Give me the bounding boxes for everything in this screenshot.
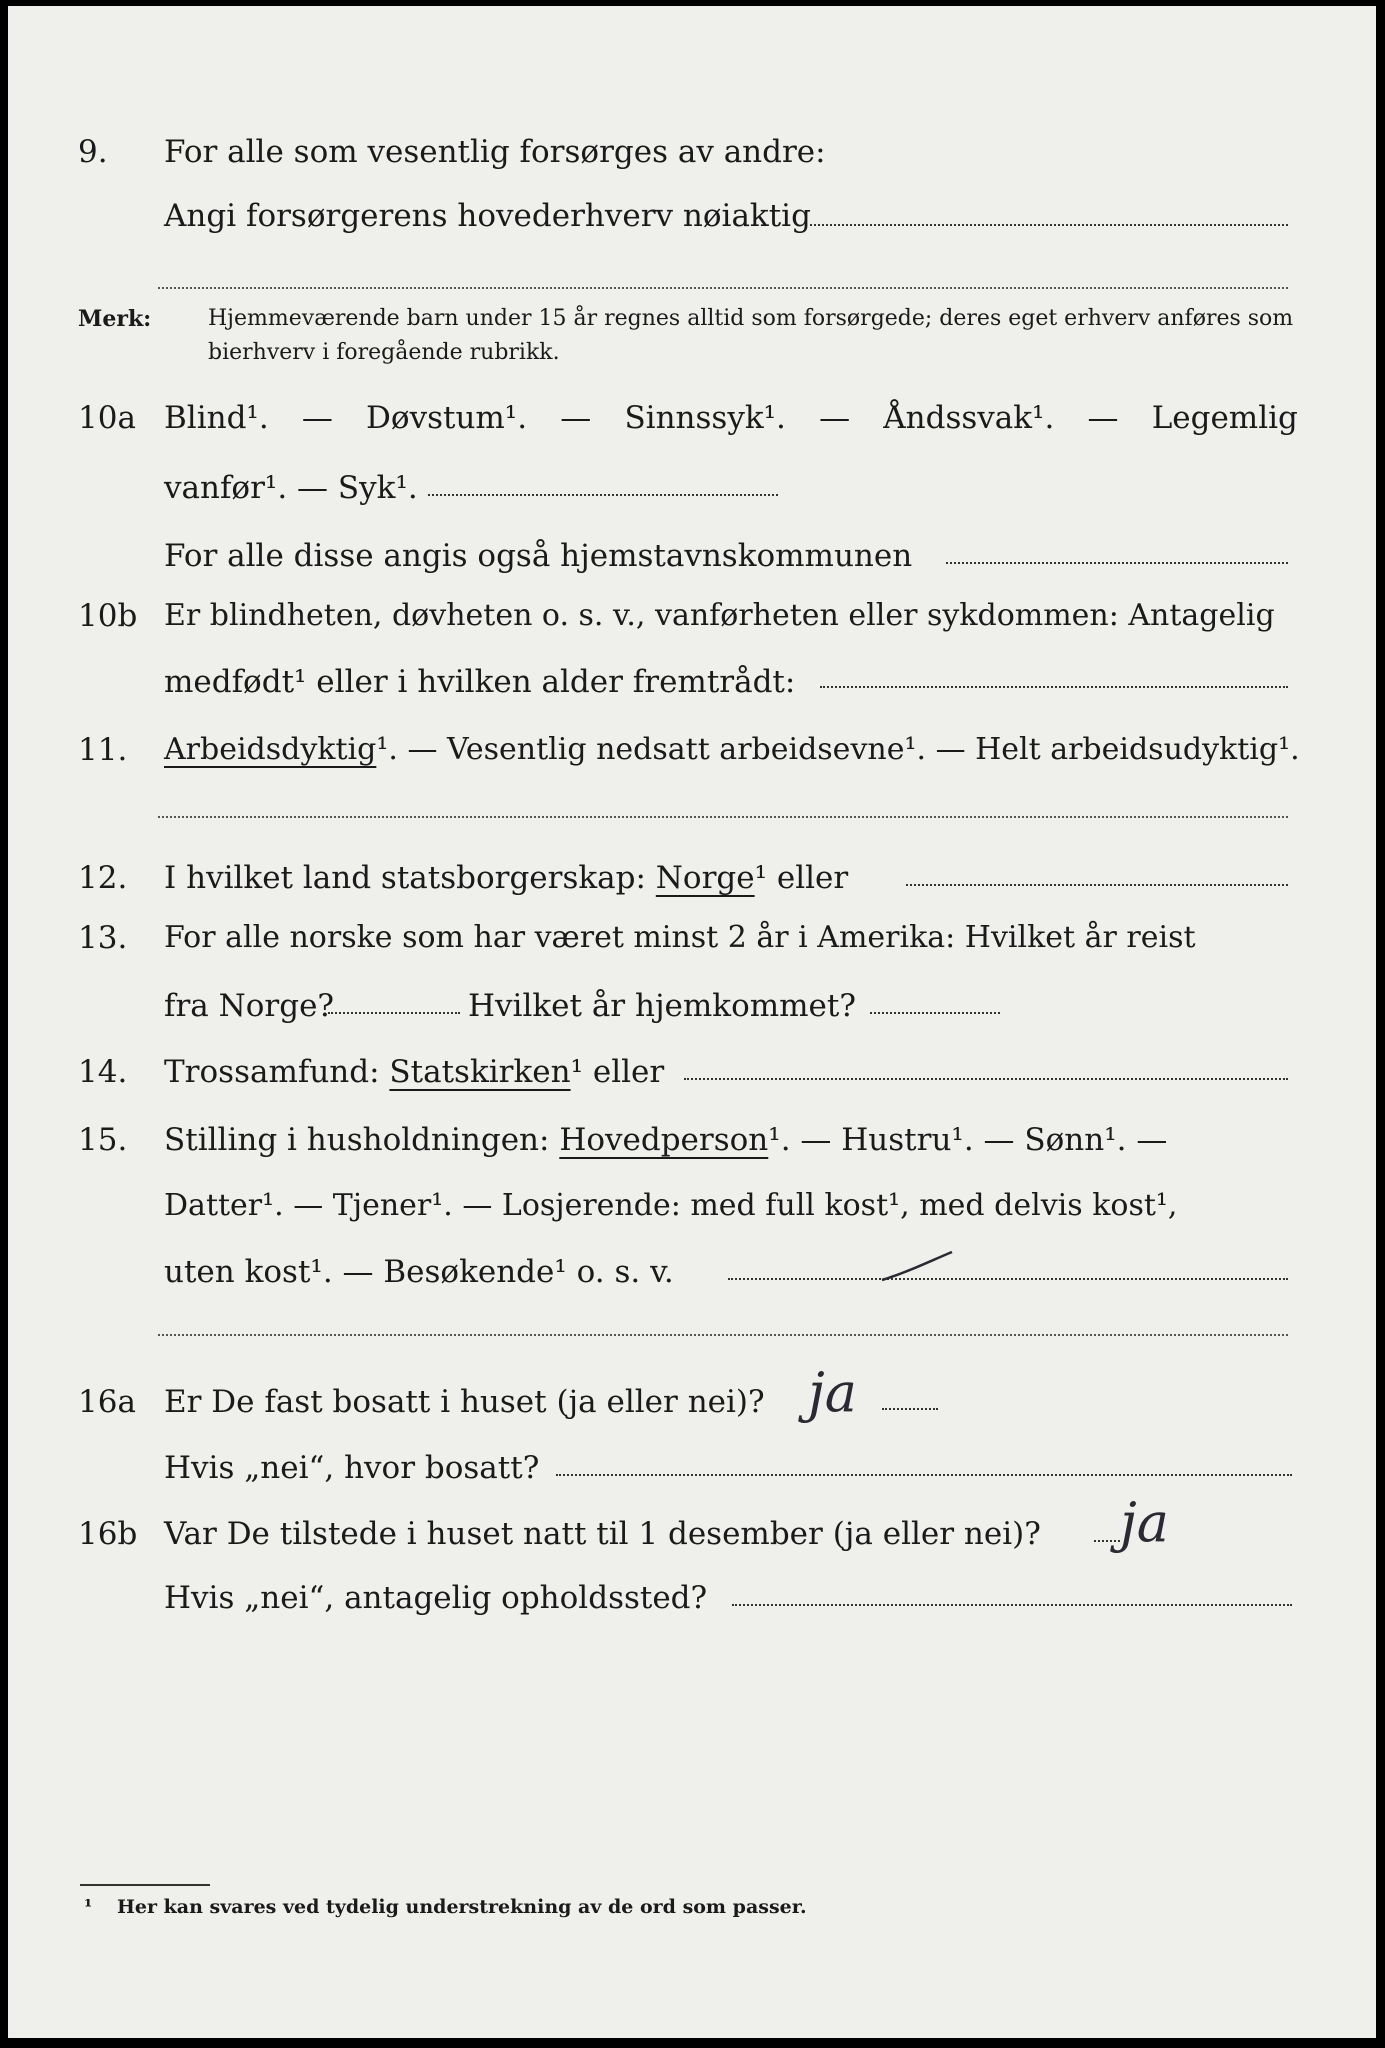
q16a-bosatt-line (556, 1474, 1292, 1476)
q11-number: 11. (78, 732, 128, 768)
q9-answer-line-2 (158, 287, 1288, 289)
q12-selected-norge: Norge (655, 860, 755, 896)
q15-answer-line-2 (158, 1334, 1288, 1336)
q10a-options (164, 398, 1298, 438)
q14-line (78, 1052, 1298, 1092)
q16b-answer-line (1094, 1540, 1120, 1542)
option-dovstum: Døvstum¹. (366, 400, 528, 436)
q14-prompt: Trossamfund: (164, 1054, 390, 1090)
q13-text: For alle norske som har været minst 2 år i Amerika: Hvilket år reist (164, 920, 1196, 955)
q16b-opholdssted-line (732, 1604, 1292, 1606)
q16b-number: 16b (78, 1516, 138, 1552)
q15-prompt: Stilling i husholdningen: (164, 1122, 560, 1158)
q12-answer-line (906, 884, 1288, 886)
q10b-answer-line (820, 686, 1288, 688)
q10b-text: Er blindheten, døvheten o. s. v., vanførheten eller sykdommen: Antagelig (164, 598, 1275, 633)
q13-line2 (78, 986, 1298, 1026)
option-andssvak: Åndssvak¹. (883, 400, 1055, 436)
q10a-line2 (78, 468, 1298, 508)
census-form-page (8, 6, 1376, 2038)
q16b-opholdssted: Hvis „nei“, antagelig opholdssted? (164, 1580, 708, 1616)
q14-text (164, 1052, 664, 1092)
q11-selected-arbeidsdyktig: Arbeidsdyktig (164, 732, 377, 767)
q9-answer-line (810, 224, 1288, 226)
q9-line2 (78, 196, 1298, 236)
q11-text (164, 730, 1300, 770)
q14-selected-statskirken: Statskirken (389, 1054, 571, 1090)
option-sinnssyk: Sinnssyk¹. (624, 400, 786, 436)
q10a-line1 (78, 398, 1298, 438)
q16a-number: 16a (78, 1384, 136, 1420)
q13-hjemkommet: Hvilket år hjemkommet? (468, 988, 856, 1024)
q13-reist: fra Norge? (164, 988, 335, 1024)
q16a-bosatt: Hvis „nei“, hvor bosatt? (164, 1450, 540, 1486)
q14-answer-line (684, 1078, 1288, 1080)
option-blind: Blind¹. (164, 400, 269, 436)
q16a-question: Er De fast bosatt i huset (ja eller nei)? (164, 1384, 765, 1420)
q9-line1 (78, 132, 1298, 172)
q16a-line2 (78, 1448, 1298, 1488)
q15-line2 (78, 1186, 1298, 1226)
q13-hjemkommet-line (870, 1012, 1000, 1014)
q15-line1 (78, 1120, 1298, 1160)
q15-text (164, 1120, 1167, 1160)
dash: — (1087, 400, 1119, 436)
q10a-number: 10a (78, 400, 136, 436)
q10b-line1 (78, 596, 1298, 636)
q14-number: 14. (78, 1054, 128, 1090)
q10b-line2 (78, 662, 1298, 702)
q12-prompt: I hvilket land statsborgerskap: (164, 860, 656, 896)
q13-line1 (78, 918, 1298, 958)
q14-after: ¹ eller (570, 1054, 665, 1090)
dash: — (560, 400, 592, 436)
q13-number: 13. (78, 920, 128, 956)
footnote-marker: ¹ (84, 1896, 93, 1918)
q16b-handwritten-answer: ja (1120, 1491, 1169, 1554)
q10a-vanfor-syk: vanfør¹. — Syk¹. (164, 470, 418, 506)
footnote (84, 1896, 807, 1918)
q10a-hjemstavn-line (946, 562, 1288, 564)
option-legemlig: Legemlig (1151, 400, 1298, 436)
footnote-text: Her kan svares ved tydelig understrekning av de ord som passer. (116, 1896, 807, 1918)
merk-label: Merk: (78, 306, 152, 332)
q15-options: Datter¹. — Tjener¹. — Losjerende: med full kost¹, med delvis kost¹, (164, 1188, 1178, 1223)
q10b-number: 10b (78, 598, 138, 634)
q10a-hjemstavn: For alle disse angis også hjemstavnskommunen (164, 538, 913, 574)
q15-options-2: uten kost¹. — Besøkende¹ o. s. v. (164, 1254, 674, 1290)
q11-answer-line (158, 816, 1288, 818)
q15-after: ¹. — Hustru¹. — Sønn¹. — (768, 1122, 1168, 1158)
q15-line3 (78, 1252, 1298, 1292)
q13-reist-line (328, 1012, 460, 1014)
dash: — (301, 400, 333, 436)
q16b-line1 (78, 1514, 1298, 1554)
q12-after: ¹ eller (754, 860, 849, 896)
q12-line (78, 858, 1298, 898)
q16a-line1 (78, 1382, 1298, 1422)
q9-prompt: Angi forsørgerens hovederhverv nøiaktig (164, 198, 811, 234)
q10b-prompt: medfødt¹ eller i hvilken alder fremtrådt: (164, 664, 796, 700)
merk-text: Hjemmeværende barn under 15 år regnes alltid som forsørgede; deres eget erhverv anføres som bierhverv i foregående rubrikk. (208, 306, 1294, 365)
q10a-line3 (78, 536, 1298, 576)
q15-selected-hovedperson: Hovedperson (559, 1122, 769, 1158)
footnote-rule (80, 1884, 210, 1886)
q10a-answer-line (428, 494, 778, 496)
q15-answer-line (728, 1278, 1288, 1280)
q9-number: 9. (78, 134, 108, 170)
q15-number: 15. (78, 1122, 128, 1158)
q9-text: For alle som vesentlig forsørges av andre: (164, 134, 826, 170)
q12-text (164, 858, 848, 898)
q16b-question: Var De tilstede i huset natt til 1 desember (ja eller nei)? (164, 1516, 1041, 1552)
dash: — (819, 400, 851, 436)
q12-number: 12. (78, 860, 128, 896)
q16a-answer-line (882, 1408, 938, 1410)
merk-note (78, 302, 1308, 372)
q16b-line2 (78, 1578, 1298, 1618)
q16a-handwritten-answer: ja (808, 1361, 857, 1424)
handwritten-check-mark (878, 1246, 958, 1286)
q11-rest: ¹. — Vesentlig nedsatt arbeidsevne¹. — Helt arbeidsudyktig¹. (376, 732, 1300, 767)
q11-line (78, 730, 1298, 770)
